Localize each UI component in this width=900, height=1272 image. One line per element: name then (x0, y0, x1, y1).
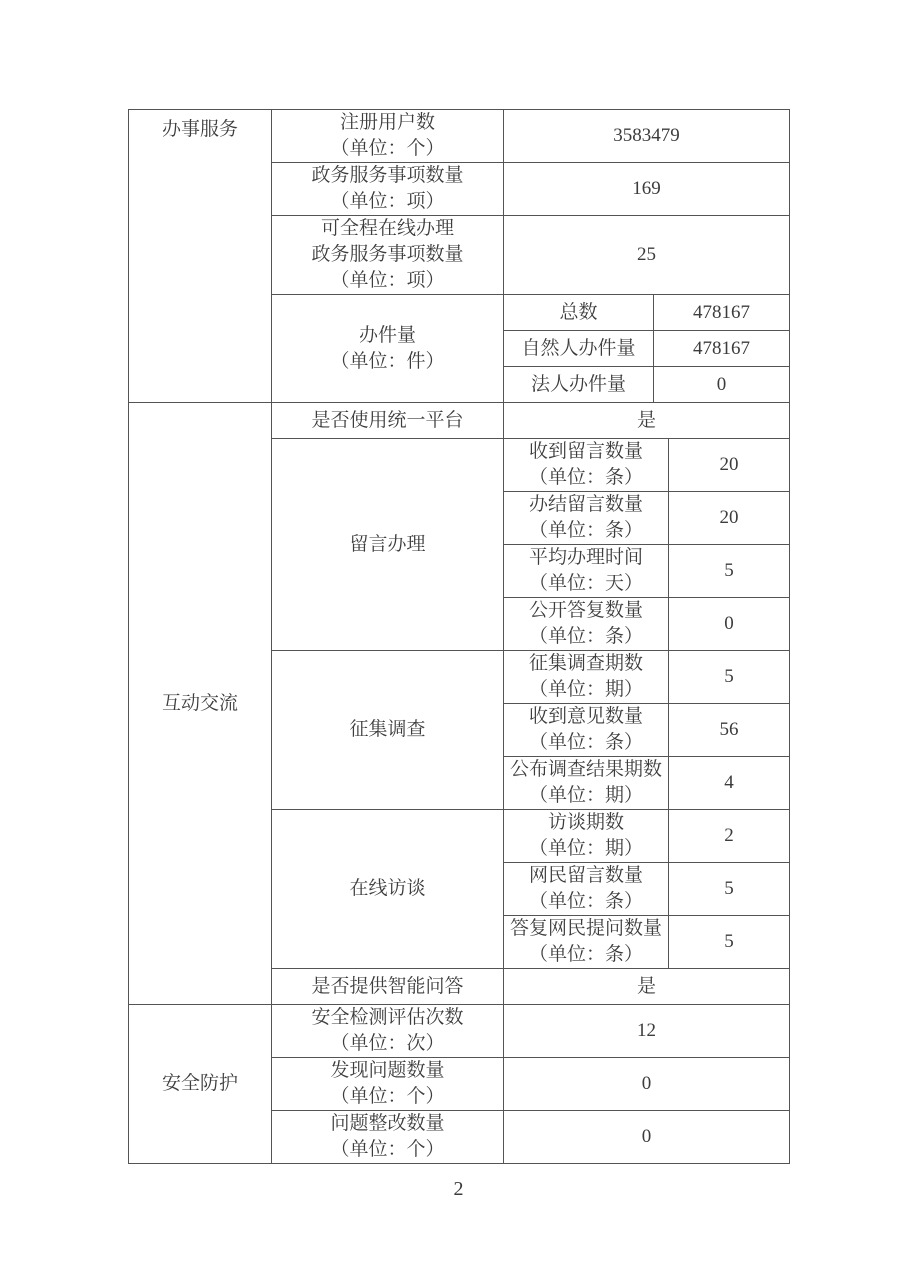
page-number: 2 (453, 1178, 464, 1200)
report-table-body (129, 110, 790, 1164)
subrow-label-cell (504, 863, 669, 916)
subrow-value-cell: 2 (669, 810, 790, 863)
subrow-value-cell: 0 (654, 367, 790, 403)
row-value-cell: 是 (504, 969, 790, 1005)
row-label-cell (272, 1058, 504, 1111)
label-line: 网民留言数量 (528, 865, 643, 886)
label-line: 注册用户数 (339, 112, 435, 133)
row-value-cell: 是 (504, 403, 790, 439)
row-value-cell: 25 (504, 216, 790, 295)
subrow-value-cell: 478167 (654, 295, 790, 331)
subrow-label-cell (504, 295, 654, 331)
label-line: 收到意见数量 (528, 706, 643, 727)
subrow-value-cell: 4 (669, 757, 790, 810)
row-value-cell: 0 (504, 1111, 790, 1164)
group-label-cell (272, 810, 504, 969)
row-label-cell (272, 110, 504, 163)
unit-line: （单位：条） (528, 944, 643, 965)
label-line: 总数 (559, 301, 598, 323)
label-line: 是否提供智能问答 (311, 975, 464, 997)
unit-line: （单位：条） (528, 467, 643, 488)
label-line: 访谈期数 (547, 812, 624, 833)
table-row (129, 403, 790, 439)
group-label-cell (272, 295, 504, 403)
subrow-label-cell (504, 598, 669, 651)
label-line: 发现问题数量 (330, 1060, 445, 1081)
label-line: 可全程在线办理 (320, 218, 454, 239)
subrow-label-cell (504, 492, 669, 545)
subrow-label-cell (504, 651, 669, 704)
label-line: 平均办理时间 (528, 547, 643, 568)
label-line: 安全检测评估次数 (311, 1007, 464, 1028)
label-line: 自然人办件量 (521, 337, 636, 359)
unit-line: （单位：项） (330, 191, 445, 212)
subrow-label-cell (504, 810, 669, 863)
label-line: 是否使用统一平台 (311, 409, 464, 431)
report-table (128, 109, 790, 1164)
row-label-cell (272, 1005, 504, 1058)
subrow-value-cell: 5 (669, 651, 790, 704)
label-line: 办结留言数量 (528, 494, 643, 515)
label-line: 问题整改数量 (330, 1113, 445, 1134)
subrow-value-cell: 5 (669, 916, 790, 969)
label-line: 公布调查结果期数 (509, 759, 662, 780)
row-label-cell (272, 1111, 504, 1164)
subrow-label-cell (504, 439, 669, 492)
unit-line: （单位：个） (330, 1086, 445, 1107)
label-line: 答复网民提问数量 (509, 918, 662, 939)
subrow-label-cell (504, 331, 654, 367)
section-label-cell (129, 110, 272, 403)
section-label-cell (129, 1005, 272, 1164)
label-line: 收到留言数量 (528, 441, 643, 462)
row-label-cell (272, 403, 504, 439)
unit-line: （单位：期） (528, 785, 643, 806)
unit-line: （单位：次） (330, 1033, 445, 1054)
label-line: 公开答复数量 (528, 600, 643, 621)
unit-line: （单位：条） (528, 520, 643, 541)
subrow-value-cell: 0 (669, 598, 790, 651)
table-row (129, 1005, 790, 1058)
unit-line: 政务服务事项数量 (311, 244, 464, 265)
subrow-value-cell: 5 (669, 863, 790, 916)
row-value-cell: 3583479 (504, 110, 790, 163)
subrow-value-cell: 478167 (654, 331, 790, 367)
label-line: 政务服务事项数量 (311, 165, 464, 186)
row-label-cell (272, 163, 504, 216)
unit-line: （单位：天） (528, 573, 643, 594)
section-label: 互动交流 (161, 692, 238, 714)
group-label-cell (272, 651, 504, 810)
section-label-cell (129, 403, 272, 1005)
row-value-cell: 169 (504, 163, 790, 216)
row-label-cell (272, 969, 504, 1005)
row-value-cell: 12 (504, 1005, 790, 1058)
label-line: 法人办件量 (530, 373, 626, 395)
unit-line: （单位：期） (528, 679, 643, 700)
unit-line: （单位：期） (528, 838, 643, 859)
label-line: 办件量 (358, 324, 416, 346)
subrow-value-cell: 56 (669, 704, 790, 757)
label-line: 征集调查 (349, 719, 426, 740)
label-line: 在线访谈 (349, 878, 426, 899)
group-label-cell (272, 439, 504, 651)
section-label: 办事服务 (161, 119, 238, 140)
subrow-label-cell (504, 757, 669, 810)
unit-line: （单位：个） (330, 138, 445, 159)
subrow-label-cell (504, 916, 669, 969)
label-line: 留言办理 (349, 533, 426, 555)
unit-line: （单位：个） (330, 1139, 445, 1160)
subrow-value-cell: 20 (669, 492, 790, 545)
unit-line: （单位：条） (528, 891, 643, 912)
unit-line: （单位：条） (528, 626, 643, 647)
section-label: 安全防护 (161, 1073, 238, 1094)
unit-line: （单位：件） (330, 350, 445, 372)
unit-line: （单位：条） (528, 732, 643, 753)
subrow-label-cell (504, 545, 669, 598)
label-line: 征集调查期数 (528, 653, 643, 674)
row-label-cell (272, 216, 504, 295)
table-row (129, 110, 790, 163)
subrow-value-cell: 5 (669, 545, 790, 598)
subrow-value-cell: 20 (669, 439, 790, 492)
subrow-label-cell (504, 367, 654, 403)
row-value-cell: 0 (504, 1058, 790, 1111)
subrow-label-cell (504, 704, 669, 757)
unit-line: （单位：项） (330, 270, 445, 291)
